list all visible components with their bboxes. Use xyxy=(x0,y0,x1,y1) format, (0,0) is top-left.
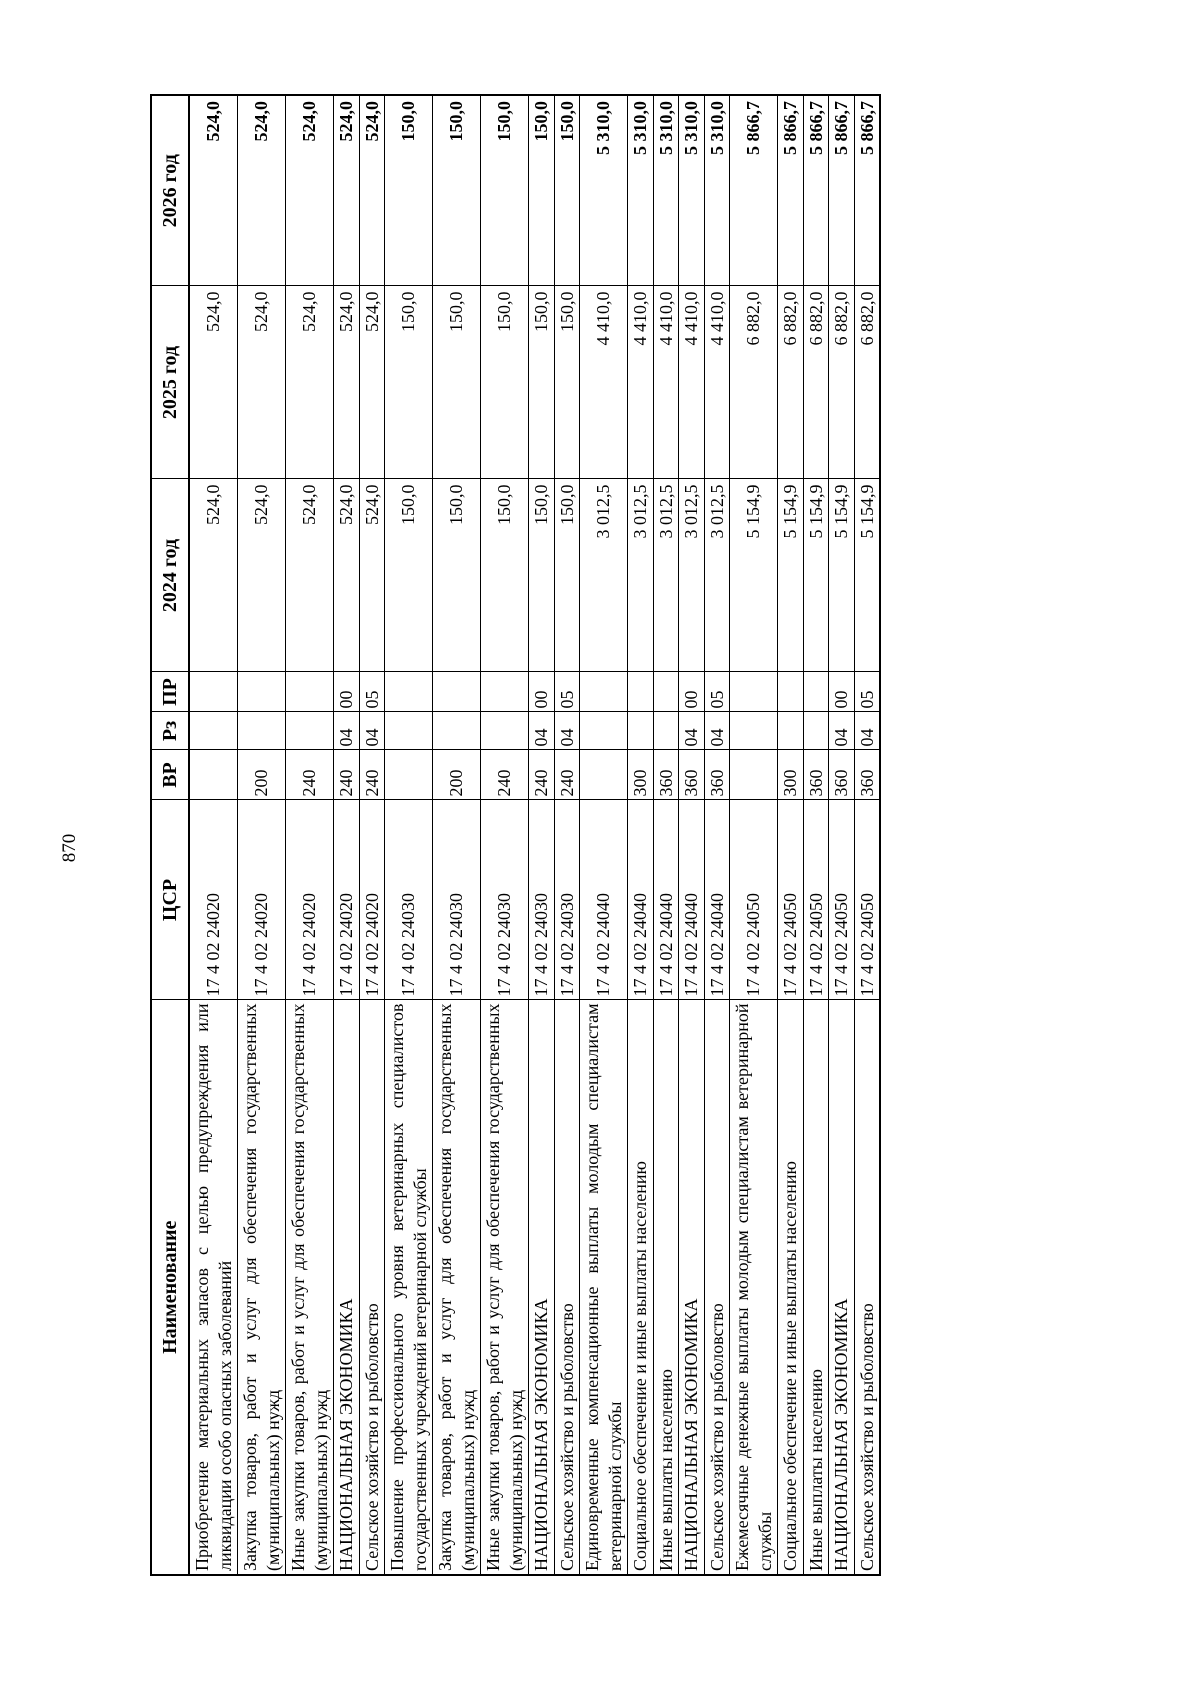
budget-table xyxy=(150,94,881,1576)
cell-rz xyxy=(778,712,804,750)
cell-y2025: 6 882,0 xyxy=(778,286,804,479)
table-row xyxy=(778,95,804,1575)
cell-pr xyxy=(730,672,778,712)
cell-name: НАЦИОНАЛЬНАЯ ЭКОНОМИКА xyxy=(679,1000,705,1575)
cell-y2025: 524,0 xyxy=(286,286,334,479)
cell-vr: 200 xyxy=(433,750,481,800)
cell-y2024: 150,0 xyxy=(554,479,580,672)
cell-y2024: 3 012,5 xyxy=(704,479,730,672)
cell-y2024: 150,0 xyxy=(529,479,555,672)
cell-rz: 04 xyxy=(529,712,555,750)
cell-y2024: 5 154,9 xyxy=(803,479,829,672)
cell-rz xyxy=(481,712,529,750)
cell-pr xyxy=(385,672,433,712)
cell-y2026: 5 866,7 xyxy=(854,95,880,286)
cell-name: НАЦИОНАЛЬНАЯ ЭКОНОМИКА xyxy=(529,1000,555,1575)
cell-rz xyxy=(803,712,829,750)
header-2024: 2024 год xyxy=(151,479,189,672)
table-row xyxy=(704,95,730,1575)
cell-y2025: 4 410,0 xyxy=(628,286,654,479)
cell-rz: 04 xyxy=(554,712,580,750)
cell-pr xyxy=(803,672,829,712)
cell-vr xyxy=(385,750,433,800)
cell-y2025: 150,0 xyxy=(481,286,529,479)
table-row xyxy=(189,95,238,1575)
cell-vr xyxy=(580,750,628,800)
cell-csr: 17 4 02 24020 xyxy=(334,800,360,1000)
table-row xyxy=(803,95,829,1575)
cell-pr: 00 xyxy=(529,672,555,712)
cell-y2026: 524,0 xyxy=(238,95,286,286)
cell-rz: 04 xyxy=(704,712,730,750)
cell-y2024: 524,0 xyxy=(334,479,360,672)
cell-vr xyxy=(189,750,238,800)
cell-y2024: 3 012,5 xyxy=(679,479,705,672)
cell-y2024: 150,0 xyxy=(385,479,433,672)
cell-y2024: 150,0 xyxy=(433,479,481,672)
cell-rz xyxy=(628,712,654,750)
table-row xyxy=(286,95,334,1575)
cell-csr: 17 4 02 24040 xyxy=(580,800,628,1000)
cell-rz xyxy=(385,712,433,750)
cell-y2025: 524,0 xyxy=(189,286,238,479)
cell-vr: 360 xyxy=(653,750,679,800)
cell-pr: 05 xyxy=(704,672,730,712)
cell-y2024: 5 154,9 xyxy=(854,479,880,672)
cell-y2026: 524,0 xyxy=(359,95,385,286)
header-2025: 2025 год xyxy=(151,286,189,479)
table-row xyxy=(580,95,628,1575)
cell-y2026: 150,0 xyxy=(529,95,555,286)
cell-y2026: 524,0 xyxy=(286,95,334,286)
cell-csr: 17 4 02 24040 xyxy=(628,800,654,1000)
header-vr: ВР xyxy=(151,750,189,800)
cell-name: Сельское хозяйство и рыболовство xyxy=(554,1000,580,1575)
cell-csr: 17 4 02 24050 xyxy=(829,800,855,1000)
cell-vr: 300 xyxy=(628,750,654,800)
table-row xyxy=(730,95,778,1575)
cell-pr: 05 xyxy=(359,672,385,712)
header-name: Наименование xyxy=(151,1000,189,1575)
cell-csr: 17 4 02 24020 xyxy=(286,800,334,1000)
header-rz: Рз xyxy=(151,712,189,750)
table-row xyxy=(481,95,529,1575)
cell-vr: 240 xyxy=(286,750,334,800)
cell-name: Сельское хозяйство и рыболовство xyxy=(359,1000,385,1575)
cell-rz: 04 xyxy=(829,712,855,750)
cell-y2024: 524,0 xyxy=(359,479,385,672)
cell-vr: 360 xyxy=(803,750,829,800)
cell-name: Сельское хозяйство и рыболовство xyxy=(854,1000,880,1575)
cell-pr xyxy=(580,672,628,712)
table-row xyxy=(854,95,880,1575)
cell-csr: 17 4 02 24050 xyxy=(778,800,804,1000)
cell-name: Ежемесячные денежные выплаты молодым специалистам ветеринарной службы xyxy=(730,1000,778,1575)
cell-name: Приобретение материальных запасов с целью предупреждения или ликвидации особо опасных заболеваний xyxy=(189,1000,238,1575)
cell-csr: 17 4 02 24030 xyxy=(481,800,529,1000)
cell-y2025: 150,0 xyxy=(433,286,481,479)
cell-vr: 240 xyxy=(359,750,385,800)
cell-csr: 17 4 02 24020 xyxy=(359,800,385,1000)
cell-pr: 00 xyxy=(829,672,855,712)
table-row xyxy=(359,95,385,1575)
cell-vr: 240 xyxy=(481,750,529,800)
cell-vr: 360 xyxy=(679,750,705,800)
cell-y2025: 524,0 xyxy=(359,286,385,479)
cell-y2024: 5 154,9 xyxy=(829,479,855,672)
cell-y2024: 5 154,9 xyxy=(730,479,778,672)
table-row xyxy=(554,95,580,1575)
cell-y2025: 4 410,0 xyxy=(580,286,628,479)
cell-y2024: 3 012,5 xyxy=(628,479,654,672)
cell-y2026: 5 866,7 xyxy=(778,95,804,286)
table-row xyxy=(653,95,679,1575)
cell-name: Повышение профессионального уровня ветеринарных специалистов государственных учреждений ветеринарной службы xyxy=(385,1000,433,1575)
cell-pr: 05 xyxy=(854,672,880,712)
cell-y2026: 5 310,0 xyxy=(704,95,730,286)
cell-y2026: 524,0 xyxy=(189,95,238,286)
cell-y2026: 5 310,0 xyxy=(628,95,654,286)
cell-vr: 300 xyxy=(778,750,804,800)
cell-y2026: 5 310,0 xyxy=(653,95,679,286)
cell-y2024: 524,0 xyxy=(286,479,334,672)
cell-vr xyxy=(730,750,778,800)
cell-y2026: 150,0 xyxy=(433,95,481,286)
cell-csr: 17 4 02 24040 xyxy=(653,800,679,1000)
cell-rz xyxy=(653,712,679,750)
cell-name: Закупка товаров, работ и услуг для обеспечения государственных (муниципальных) нужд xyxy=(238,1000,286,1575)
cell-rz xyxy=(238,712,286,750)
table-header-row xyxy=(151,95,189,1575)
cell-csr: 17 4 02 24020 xyxy=(189,800,238,1000)
cell-name: НАЦИОНАЛЬНАЯ ЭКОНОМИКА xyxy=(829,1000,855,1575)
cell-y2025: 6 882,0 xyxy=(829,286,855,479)
cell-rz: 04 xyxy=(334,712,360,750)
cell-y2024: 150,0 xyxy=(481,479,529,672)
cell-y2026: 150,0 xyxy=(385,95,433,286)
cell-y2025: 150,0 xyxy=(385,286,433,479)
cell-y2026: 5 866,7 xyxy=(730,95,778,286)
cell-pr xyxy=(286,672,334,712)
cell-pr: 00 xyxy=(334,672,360,712)
cell-y2025: 524,0 xyxy=(238,286,286,479)
cell-y2025: 6 882,0 xyxy=(854,286,880,479)
cell-rz xyxy=(189,712,238,750)
cell-vr: 360 xyxy=(854,750,880,800)
table-body xyxy=(189,95,880,1575)
cell-vr: 360 xyxy=(704,750,730,800)
table-row xyxy=(529,95,555,1575)
table-row xyxy=(385,95,433,1575)
cell-name: Единовременные компенсационные выплаты молодым специалистам ветеринарной службы xyxy=(580,1000,628,1575)
cell-y2025: 4 410,0 xyxy=(679,286,705,479)
cell-y2026: 524,0 xyxy=(334,95,360,286)
cell-name: Иные выплаты населению xyxy=(803,1000,829,1575)
cell-csr: 17 4 02 24040 xyxy=(704,800,730,1000)
cell-y2026: 150,0 xyxy=(481,95,529,286)
table-row xyxy=(829,95,855,1575)
cell-pr xyxy=(433,672,481,712)
header-csr: ЦСР xyxy=(151,800,189,1000)
cell-y2024: 5 154,9 xyxy=(778,479,804,672)
cell-rz xyxy=(433,712,481,750)
cell-name: Закупка товаров, работ и услуг для обеспечения государственных (муниципальных) нужд xyxy=(433,1000,481,1575)
table-row xyxy=(433,95,481,1575)
table-row xyxy=(628,95,654,1575)
cell-y2024: 524,0 xyxy=(189,479,238,672)
cell-csr: 17 4 02 24030 xyxy=(433,800,481,1000)
cell-rz: 04 xyxy=(854,712,880,750)
table-row xyxy=(238,95,286,1575)
cell-pr xyxy=(778,672,804,712)
page-number: 870 xyxy=(59,833,80,863)
cell-csr: 17 4 02 24030 xyxy=(554,800,580,1000)
header-2026: 2026 год xyxy=(151,95,189,286)
cell-pr xyxy=(238,672,286,712)
cell-name: Сельское хозяйство и рыболовство xyxy=(704,1000,730,1575)
cell-pr xyxy=(189,672,238,712)
cell-y2024: 3 012,5 xyxy=(580,479,628,672)
cell-csr: 17 4 02 24050 xyxy=(730,800,778,1000)
cell-rz: 04 xyxy=(679,712,705,750)
rotated-page-content xyxy=(150,96,1050,1576)
cell-rz: 04 xyxy=(359,712,385,750)
cell-y2025: 150,0 xyxy=(529,286,555,479)
cell-y2026: 5 866,7 xyxy=(803,95,829,286)
cell-y2026: 5 866,7 xyxy=(829,95,855,286)
cell-csr: 17 4 02 24040 xyxy=(679,800,705,1000)
cell-y2025: 4 410,0 xyxy=(653,286,679,479)
cell-y2026: 5 310,0 xyxy=(679,95,705,286)
cell-csr: 17 4 02 24050 xyxy=(854,800,880,1000)
cell-vr: 200 xyxy=(238,750,286,800)
cell-pr xyxy=(481,672,529,712)
cell-y2025: 150,0 xyxy=(554,286,580,479)
cell-y2026: 150,0 xyxy=(554,95,580,286)
cell-name: Иные закупки товаров, работ и услуг для обеспечения государственных (муниципальных) нужд xyxy=(481,1000,529,1575)
cell-pr xyxy=(628,672,654,712)
cell-y2025: 6 882,0 xyxy=(803,286,829,479)
cell-pr xyxy=(653,672,679,712)
cell-csr: 17 4 02 24020 xyxy=(238,800,286,1000)
cell-pr: 05 xyxy=(554,672,580,712)
cell-pr: 00 xyxy=(679,672,705,712)
cell-csr: 17 4 02 24030 xyxy=(529,800,555,1000)
cell-rz xyxy=(730,712,778,750)
cell-name: НАЦИОНАЛЬНАЯ ЭКОНОМИКА xyxy=(334,1000,360,1575)
cell-vr: 240 xyxy=(334,750,360,800)
cell-csr: 17 4 02 24050 xyxy=(803,800,829,1000)
cell-y2024: 524,0 xyxy=(238,479,286,672)
header-pr: ПР xyxy=(151,672,189,712)
cell-vr: 360 xyxy=(829,750,855,800)
cell-y2024: 3 012,5 xyxy=(653,479,679,672)
cell-rz xyxy=(580,712,628,750)
table-row xyxy=(679,95,705,1575)
cell-y2026: 5 310,0 xyxy=(580,95,628,286)
table-row xyxy=(334,95,360,1575)
cell-name: Иные выплаты населению xyxy=(653,1000,679,1575)
cell-y2025: 4 410,0 xyxy=(704,286,730,479)
cell-y2025: 524,0 xyxy=(334,286,360,479)
cell-csr: 17 4 02 24030 xyxy=(385,800,433,1000)
cell-vr: 240 xyxy=(554,750,580,800)
cell-rz xyxy=(286,712,334,750)
cell-vr: 240 xyxy=(529,750,555,800)
cell-name: Иные закупки товаров, работ и услуг для обеспечения государственных (муниципальных) нужд xyxy=(286,1000,334,1575)
cell-name: Социальное обеспечение и иные выплаты населению xyxy=(628,1000,654,1575)
cell-y2025: 6 882,0 xyxy=(730,286,778,479)
cell-name: Социальное обеспечение и иные выплаты населению xyxy=(778,1000,804,1575)
